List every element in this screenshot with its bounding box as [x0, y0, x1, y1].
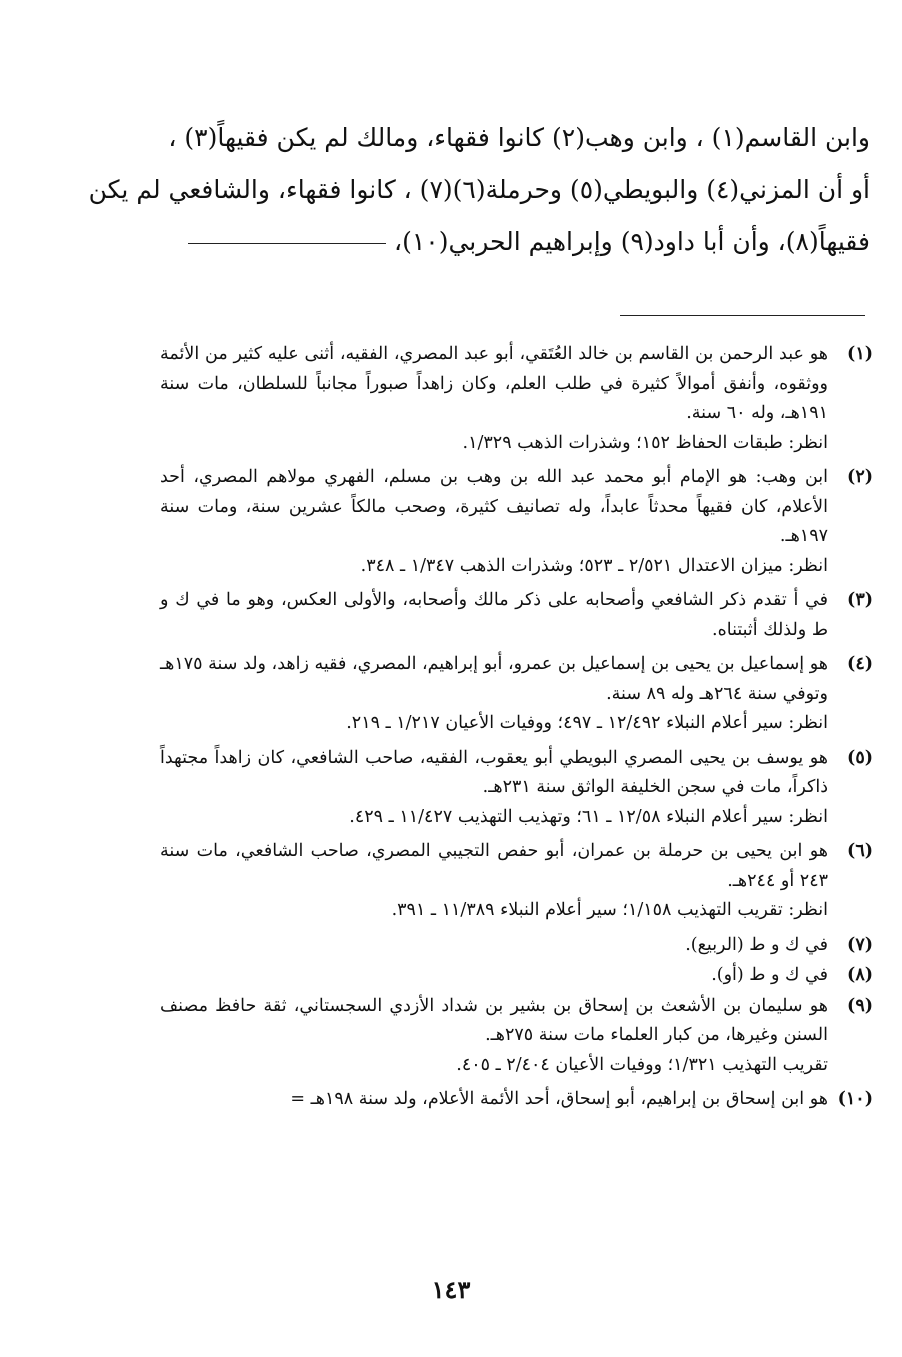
footnote-source: تقريب التهذيب ١/٣٢١؛ ووفيات الأعيان ٢/٤٠٤ ـ ٤٠٥.	[456, 1054, 828, 1075]
footnote-source: انظر: سير أعلام النبلاء ١٢/٤٩٢ ـ ٤٩٧؛ ووفيات الأعيان ١/٢١٧ ـ ٢١٩.	[346, 713, 828, 733]
footnote-text: هو سليمان بن الأشعث بن إسحاق بن بشير بن شداد الأزدي السجستاني، ثقة حافظ مصنف السنن وغيرها، من كبار العلماء مات سنة ٢٧٥هـ.	[160, 995, 828, 1045]
main-text-line: أو أن المزني(٤) والبويطي(٥) وحرملة(٦)(٧) ، كانوا فقهاء، والشافعي لم يكن	[88, 175, 870, 204]
footnote-9	[160, 992, 875, 1081]
footnote-text: هو ابن يحيى بن حرملة بن عمران، أبو حفص التجيبي المصري، صاحب الشافعي، مات سنة ٢٤٣ أو ٢٤٤هـ.	[160, 841, 828, 891]
footnote-text: ابن وهب: هو الإمام أبو محمد عبد الله بن وهب بن مسلم، الفهري مولاهم المصري، أحد الأعلام، كان فقيهاً محدثاً عابداً، وله تصانيف كثيرة، وصحب مالكاً عشرين سنة، ومات سنة ١٩٧هـ.	[160, 467, 828, 546]
footnote-number: (٦)	[847, 841, 873, 861]
footnotes	[160, 340, 875, 1120]
footnote-text: هو إسماعيل بن يحيى بن إسماعيل بن عمرو، أبو إبراهيم، المصري، فقيه زاهد، ولد سنة ١٧٥هـ وتوفي سنة ٢٦٤هـ وله ٨٩ سنة.	[160, 654, 828, 704]
footnote-source: انظر: سير أعلام النبلاء ١٢/٥٨ ـ ٦١؛ وتهذيب التهذيب ١١/٤٢٧ ـ ٤٢٩.	[349, 806, 828, 827]
footnote-source: انظر: طبقات الحفاظ ١٥٢؛ وشذرات الذهب ١/٣٢٩.	[462, 432, 828, 453]
main-text-last-line	[170, 216, 870, 268]
footnote-number: (٣)	[847, 590, 873, 610]
footnote-separator	[620, 315, 865, 316]
footnote-10	[160, 1085, 875, 1115]
footnote-number: (٥)	[847, 747, 873, 768]
main-text	[88, 112, 870, 268]
footnote-number: (٢)	[847, 467, 873, 487]
footnote-text: هو يوسف بن يحيى المصري البويطي أبو يعقوب، الفقيه، صاحب الشافعي، كان زاهداً مجتهداً ذاكراً، مات في سجن الخليفة الواثق سنة ٢٣١هـ.	[160, 747, 828, 797]
footnote-number: (١٠)	[837, 1089, 873, 1109]
trailing-rule	[188, 243, 386, 244]
footnote-text: في أ تقدم ذكر الشافعي وأصحابه على ذكر مالك وأصحابه، والأولى العكس، وهو ما في ك و ط ولذلك أثبتناه.	[160, 590, 828, 640]
footnote-3	[160, 586, 875, 645]
footnote-4	[160, 650, 875, 739]
footnote-1	[160, 340, 875, 458]
footnote-7	[160, 931, 875, 961]
footnote-source: انظر: تقريب التهذيب ١/١٥٨؛ سير أعلام النبلاء ١١/٣٨٩ ـ ٣٩١.	[391, 900, 828, 920]
footnote-5	[160, 744, 875, 833]
main-text-line: فقيهاً(٨)، وأن أبا داود(٩) وإبراهيم الحربي(١٠)،	[394, 227, 870, 256]
footnote-text: هو ابن إسحاق بن إبراهيم، أبو إسحاق، أحد الأئمة الأعلام، ولد سنة ١٩٨هـ =	[290, 1089, 828, 1109]
footnote-2	[160, 463, 875, 581]
footnote-8	[160, 961, 875, 991]
footnote-text: في ك و ط (أو).	[711, 965, 828, 985]
footnote-text: هو عبد الرحمن بن القاسم بن خالد العُتَقي، أبو عبد المصري، الفقيه، أثنى عليه كثير من الأئمة ووثقوه، وأنفق أموالاً كثيرة في طلب العلم، وكان زاهداً صبوراً مجانباً للسلطان، مات سنة ١٩١هـ، وله ٦٠ سنة.	[160, 344, 828, 423]
footnote-number: (٩)	[847, 995, 873, 1016]
footnote-number: (٧)	[847, 934, 873, 955]
page-number: ١٤٣	[431, 1275, 471, 1304]
footnote-source: انظر: ميزان الاعتدال ٢/٥٢١ ـ ٥٢٣؛ وشذرات الذهب ١/٣٤٧ ـ ٣٤٨.	[360, 555, 828, 576]
footnote-text: في ك و ط (الربيع).	[685, 934, 828, 955]
main-text-line: وابن القاسم(١) ، وابن وهب(٢) كانوا فقهاء، ومالك لم يكن فقيهاً(٣) ،	[168, 123, 870, 152]
footnote-6	[160, 837, 875, 926]
footnote-number: (١)	[847, 344, 873, 364]
footnote-number: (٨)	[847, 965, 873, 985]
footnote-number: (٤)	[847, 654, 873, 674]
